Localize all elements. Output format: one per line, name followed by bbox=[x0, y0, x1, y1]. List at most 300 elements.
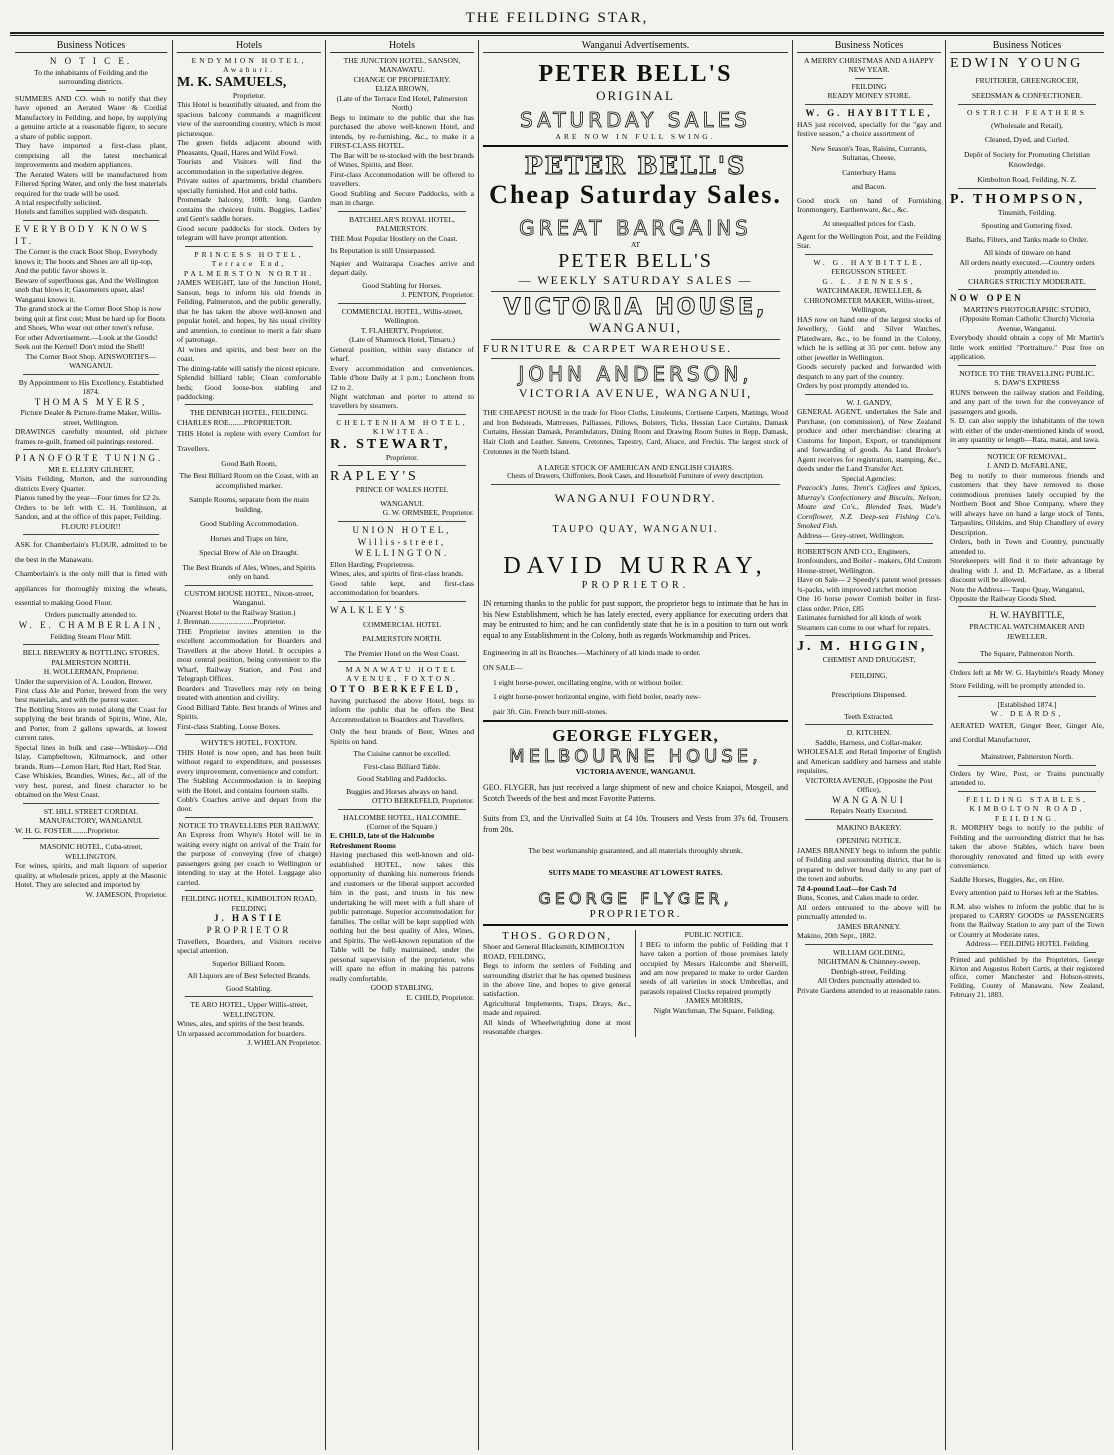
haybittle-body: HAS just received, specially for the "gay and festive season," a choice assortment of bbox=[797, 119, 941, 139]
tearo-body: Wines, ales, and spirits of the best brands. bbox=[177, 1019, 305, 1029]
kitchen-body: WHOLESALE and Retail Importer of English and American saddlery and harness and stable requisites, bbox=[797, 747, 941, 776]
column-rule bbox=[792, 40, 793, 1450]
kitchen-repairs: Repairs Neatly Executed. bbox=[830, 806, 908, 816]
gilbert-name: MR E. ELLERY GILBERT, bbox=[48, 464, 134, 474]
brown-sub: (Late of the Terrace End Hotel, Palmerston North) bbox=[336, 93, 468, 113]
custom-sub: (Nearest Hotel to the Railway Station.) bbox=[177, 607, 296, 617]
daw-name: S. DAW'S EXPRESS bbox=[994, 378, 1060, 388]
notice-rail-heading: NOTICE TO TRAVELLERS PER RAILWAY. bbox=[178, 820, 320, 830]
now-full-text: ARE NOW IN FULL SWING. bbox=[555, 132, 716, 141]
column-business-notices-1 bbox=[12, 40, 170, 1450]
brennan-name: J. Brennan.......................Proprietor. bbox=[177, 617, 286, 627]
flyger-body: GEO. FLYGER, has just received a large shipment of new and choice Kaiapoi, Mosgeil, and Scotch Tweeds of the best and most Favorite Patterns. bbox=[483, 782, 788, 803]
berkefeld-body-3: The Cuisine cannot be excelled. bbox=[353, 749, 451, 759]
kitchen-wanganui: WANGANUI bbox=[832, 794, 906, 805]
ostrich-body: (Wholesale and Retail), bbox=[991, 121, 1063, 131]
brown-body-4: Good Stabling and Secure Paddocks, with a man in charge. bbox=[330, 188, 474, 208]
gandy-agencies-heading: Special Agencies: bbox=[841, 473, 897, 483]
tuned-text: Pianos tuned by the year—Four times for £2 2s. bbox=[15, 493, 161, 503]
victoria-ave-heading: VICTORIA AVENUE, WANGANUI, bbox=[518, 385, 753, 400]
removal-heading: NOTICE OF REMOVAL. bbox=[987, 451, 1067, 461]
endymion-heading: ENDYMION HOTEL, Awahuri. bbox=[191, 56, 307, 75]
gordon-body: Begs to inform the settlers of Feilding and surrounding district that he has opened business in the above line, and hopes to give general satisfaction. bbox=[483, 961, 631, 999]
custom-body-2: Boarders and Travellers may rely on being treated with attention and civility. bbox=[177, 683, 321, 703]
custom-heading: CUSTOM HOUSE HOTEL, Nixon-street, Wanganui. bbox=[184, 588, 314, 608]
robertson-body-3: One 16 horse power Cornish boiler in first-class order. Price, £85 bbox=[797, 594, 941, 613]
melbourne-heading: MELBOURNE HOUSE, bbox=[509, 746, 762, 768]
branney-body-2: Buns, Scones, and Cakes made to order. bbox=[797, 893, 919, 903]
nowopen-heading: NOW OPEN bbox=[950, 293, 1024, 304]
daw-body-2: S. D. can also supply the inhabitants of the town with either of the under-mentioned kinds of wood, in any quantity or length—Rata, matai, and tawa. bbox=[950, 416, 1104, 445]
deards-orders: Orders by Wire, Post, or Trains punctually attended to. bbox=[950, 768, 1104, 788]
robertson-body: Ironfounders, and Boiler - makers, Old Custom House-street, Wellington. bbox=[797, 556, 941, 575]
saturday-sales-heading: SATURDAY SALES bbox=[520, 108, 751, 132]
junction-heading: THE JUNCTION HOTEL, SANSON, MANAWATU. bbox=[343, 56, 461, 75]
child-stabling: GOOD STABLING. bbox=[370, 983, 434, 993]
branney-body: JAMES BRANNEY begs to inform the public of Feilding and surrounding district, that he is prepared to deliver bread daily to any part of the town and suburbs. bbox=[797, 845, 941, 884]
column-rule bbox=[325, 40, 326, 1450]
column-business-notices-3 bbox=[947, 40, 1107, 1450]
mcfarlane-address: Note the Address— Taupo Quay, Wanganui, Opposite the Railway Goods Shed. bbox=[950, 584, 1085, 603]
engineering-text: Engineering in all its Branches.—Machinery of all kinds made to order. bbox=[483, 647, 701, 657]
column-heading: Business Notices bbox=[15, 40, 167, 53]
child-sig: E. CHILD, Proprietor. bbox=[406, 992, 474, 1002]
higgin-sub: CHEMIST AND DRUGGIST, bbox=[822, 655, 916, 665]
gandy-name: W. J. GANDY, bbox=[846, 397, 892, 407]
berkefeld-name: OTTO BERKEFELD, bbox=[330, 683, 461, 694]
hastie-name: J. HASTIE bbox=[213, 913, 284, 924]
flour-heading: FLOUR! FLOUR!! bbox=[61, 521, 121, 531]
ready-text: READY MONEY STORE. bbox=[827, 91, 911, 101]
thompson-body-3: All kinds of tinware on hand bbox=[983, 248, 1071, 258]
jenness-body-3: Orders by post promptly attended to. bbox=[797, 381, 909, 391]
notice-travelling-heading: NOTICE TO THE TRAVELLING PUBLIC. bbox=[959, 368, 1095, 378]
stewart-prop: Proprietor. bbox=[385, 452, 419, 462]
weight-body-3: The dining-table will satisfy the nicest epicure. bbox=[177, 363, 320, 373]
kimbolton-text: Kimbolton Road, Feilding, N. Z. bbox=[977, 175, 1077, 185]
column-hotels-1 bbox=[174, 40, 324, 1450]
batchelar-body: THE Most Popular Hostlery on the Coast. bbox=[330, 233, 458, 243]
flyger-prop: PROPRIETOR. bbox=[589, 908, 682, 921]
denbigh-8: The Best Brands of Ales, Wines, and Spirits only on hand. bbox=[182, 562, 316, 582]
printed-imprint: Printed and published by the Proprietors, George Kirton and Augustus Robert Curtis, at their registered office, corner Manchester and Hobson-streets, Feilding, County of Manawatu, New Zealand, February 21, 1883. bbox=[950, 955, 1104, 999]
weight-body-2: Al wines and spirits, and best beer on the coast. bbox=[177, 344, 321, 364]
mcfarlane-name: J. AND D. McFARLANE, bbox=[986, 461, 1068, 471]
kitchen-sub: Saddle, Harness, and Collar-maker. bbox=[815, 737, 923, 747]
denbigh-heading: THE DENBIGH HOTEL, FEILDING. bbox=[189, 408, 309, 418]
morphy-address: Address— FEILDING HOTEL Feilding bbox=[965, 939, 1089, 949]
golding-sub-2: Denbigh-street, Feilding. bbox=[830, 966, 908, 976]
brown-name: ELIZA BROWN, bbox=[375, 84, 429, 94]
weight-body-4: Splendid billiard table; Clean comfortable beds; Good loose-box stabling and paddocking. bbox=[177, 373, 321, 401]
deards-body: AERATED WATER, Ginger Beer, Ginger Ale, and Cordial Manufacturer, bbox=[950, 720, 1104, 744]
gordon-body-3: All kinds of Wheelwrighting done at most reasonable charges. bbox=[483, 1017, 631, 1037]
jenness-sub: WATCHMAKER, JEWELLER, & CHRONOMETER MAKER, Willis-street, Wellington, bbox=[804, 286, 934, 315]
whyte-body: THIS Hotel is now open, and has been built without regard to expenditure, and possesses every improvement, convenience and comfort. bbox=[177, 747, 321, 776]
mcfarlane-body-3: Storekeepers will find it to their advantage by dealing with J. and D. McFarlane, as a liberal discount will be allowed. bbox=[950, 556, 1104, 585]
masthead-rule bbox=[10, 32, 1104, 36]
whyte-body-3: Cobb's Coaches arrive and depart from the door. bbox=[177, 795, 321, 814]
golding-sub: NIGHTMAN & Chimney-sweep, bbox=[817, 957, 921, 967]
gandy-body: GENERAL AGENT, undertakes the Sale and Purchase, (on commission), of New Zealand produce and other merchandise: clearing at Customs for Import, Export, or transhipment and forwarding of goods. As Land Broker's Agent receives for registration, stamping, &c., deeds under the Land Transfer Act. bbox=[797, 407, 941, 474]
penton-sig: J. PENTON, Proprietor. bbox=[401, 290, 474, 300]
hw-haybittle-sub: PRACTICAL WATCHMAKER AND JEWELLER. bbox=[969, 622, 1085, 641]
higgin-body: Prescriptions Dispensed. bbox=[831, 690, 907, 700]
summers-ad-4: A trial respectfully solicited. bbox=[15, 197, 102, 207]
child-name: E. CHILD, late of the Halcombe Refreshment Rooms bbox=[330, 831, 435, 850]
masthead-title: THE FEILDING STAR, bbox=[465, 10, 649, 26]
sale-item-1: 1 eight horse-power, oscillating engine, with or without boiler. bbox=[493, 677, 683, 687]
brown-body-3: First-class Accommodation will be offered to travellers. bbox=[330, 169, 474, 189]
ostrich-body-2: Cleaned, Dyed, and Curled. bbox=[984, 134, 1070, 144]
opening-heading: OPENING NOTICE. bbox=[836, 836, 902, 846]
gordon-body-2: Agricultural Implements, Traps, Drays, &c., made and repaired. bbox=[483, 998, 631, 1018]
hw-haybittle-address: The Square, Palmerston North. bbox=[979, 649, 1075, 659]
higgin-sub-2: FEILDING. bbox=[850, 670, 888, 680]
column-business-notices-2 bbox=[794, 40, 944, 1450]
sthill-heading: ST. HILL STREET CORDIAL MANUFACTORY, WANGANUI. bbox=[39, 806, 143, 826]
martin-name: MARTIN'S PHOTOGRAPHIC STUDIO, bbox=[963, 304, 1091, 314]
at-text: AT bbox=[630, 240, 641, 250]
hw-haybittle-orders: Orders left at Mr W. G. Haybittle's Ready Money Store Feilding, will be promptly attended to. bbox=[950, 667, 1104, 691]
change-text: CHANGE OF PROPRIETARY. bbox=[353, 74, 451, 84]
flyger-heading-2: GEORGE FLYGER, bbox=[538, 889, 733, 909]
foster-name: W. H. G. FOSTER........Proprietor. bbox=[15, 825, 120, 835]
commercial-heading: COMMERCIAL HOTEL, Willis-street, Wellington. bbox=[341, 306, 463, 326]
onsale-text: ON SALE— bbox=[483, 663, 523, 673]
everybody-heading: EVERYBODY KNOWS IT. bbox=[15, 223, 150, 246]
haybittle-name: W. G. HAYBITTLE, bbox=[805, 107, 933, 118]
mcfarlane-body: Beg to notify to their numerous friends and customers that they have removed to those commodious premises lately occupied by the Northern Boot and Shoe Company, where they will always have on hand a large stock of Tents, Tarpaulins, Oilskins, and Ship Chandlery of every Description. bbox=[950, 470, 1104, 537]
roe-name: CHARLES ROE........PROPRIETOR. bbox=[177, 417, 293, 427]
denbigh-5: Good Stabling Accommodation. bbox=[199, 519, 299, 529]
berkefeld-body-6: Buggies and Horses always on hand. bbox=[346, 786, 458, 796]
divider bbox=[635, 930, 636, 1037]
corner-verse: The Corner is the crack Boot Shop, Everybody knows it; The boots and Shoes are all tip-top, And the public favor shows it. bbox=[15, 247, 158, 276]
haybittle-name-2: W. G. HAYBITTLE, bbox=[813, 257, 925, 267]
masthead bbox=[0, 0, 1114, 36]
pwh-text: PRINCE OF WALES HOTEL bbox=[355, 485, 449, 495]
jameson-sig: W. JAMESON, Proprietor. bbox=[85, 889, 167, 899]
appointment-text: By Appointment to His Excellency. Established 1874. bbox=[18, 377, 164, 397]
feilding-hotel-heading: FEILDING HOTEL, KIMBOLTON ROAD, FEILDING bbox=[181, 894, 317, 913]
cheltenham-heading: CHELTENHAM HOTEL, KIWITEA. bbox=[336, 417, 468, 437]
ostrich-heading: OSTRICH FEATHERS bbox=[967, 107, 1087, 117]
workmanship-text: The best workmanship guaranteed, and all materials throughly shrunk. bbox=[528, 846, 743, 856]
mill-text: Chamberlain's is the only mill that is fitted with appliances for thoroughly mixing the wheats, essential to making Good Flour. bbox=[15, 569, 167, 607]
denbigh-7: Special Brew of Ale on Draught. bbox=[199, 548, 299, 558]
wanganui-heading: WANGANUI, bbox=[589, 319, 682, 335]
haybittle-body-3: At unequalled prices for Cash. bbox=[822, 218, 916, 228]
thompson-name: P. THOMPSON, bbox=[950, 191, 1086, 207]
cheapest-body: THE CHEAPEST HOUSE in the trade for Floor Cloths, Linoleums, Cortisene Carpets, Mattings, Wood and Iron Bedsteads, Mattresses, Palliasses, Pillows, Bolsters, Ticks, Hessian Lace Curtains, Damask Curtains, Hessian Damask, Perambulators, Dining Room and Drawing Room Suites in Repp, Damask, Hair Cloth and Leather. Sateens, Cretonnes, Tapestry, Card, Alsace, and Frechis. The largest stock of Cretonnes in the North Island. bbox=[483, 408, 788, 456]
thompson-body: Spouting and Guttering fixed. bbox=[981, 221, 1073, 231]
union-body-2: Good table kept, and first-class accommodation for boarders. bbox=[330, 578, 474, 598]
martin-body: Everybody should obtain a copy of Mr Martin's little work entitled "Portraiture." Post free on application. bbox=[950, 333, 1104, 362]
endymion-body-6: Good secure paddocks for stock. Orders by telegram will have prompt attention. bbox=[177, 223, 321, 243]
walkleys-3: PALMERSTON NORTH. bbox=[362, 634, 442, 644]
brown-body-2: The Bar will be re-stocked with the best brands of Wines, Spirits, and Beer. bbox=[330, 150, 474, 170]
column-heading: Business Notices bbox=[797, 40, 941, 53]
batchelar-body-3: Napier and Wairarapa Coaches arrive and depart daily. bbox=[330, 258, 474, 278]
summers-ad: SUMMERS AND CO. wish to notify that they have opened an Aerated Water & Cordial Manufactory in Feilding, and hope, by supplying a genuine article at a reasonable figure, to secure a share of public support. bbox=[15, 93, 167, 141]
merry-text: A MERRY CHRISTMAS AND A HAPPY NEW YEAR. bbox=[804, 56, 934, 75]
thompson-body-4: All orders neatly executed.—Country orders promptly attended to. bbox=[959, 257, 1095, 277]
gilbert-sub: Visits Feilding, Morton, and the surrounding districts Every Quarter. bbox=[15, 474, 167, 493]
hastie-body-3: All Liquors are of Best Selected Brands. bbox=[187, 971, 311, 981]
higgin-name: J. M. HIGGIN, bbox=[797, 639, 928, 655]
kitchen-address: VICTORIA AVENUE, (Opposite the Post Office), bbox=[805, 775, 933, 795]
denbigh-1: THIS Hotel is replete with every Comfort for Travellers. bbox=[177, 429, 321, 453]
walkleys-name: WALKLEY'S bbox=[330, 604, 408, 615]
morris-ad bbox=[640, 930, 788, 1037]
special-text: Special lines in bulk and case—Whiskey—Old Islay, Campbeltown, Kilmarnock, and other brands. Rum—Lemon Hart, Red Hart, Red Star. bbox=[15, 742, 167, 771]
denbigh-6: Horses and Traps on hire, bbox=[210, 533, 288, 543]
hastie-body-2: Superior Billiard Room. bbox=[212, 958, 286, 968]
loudon-text: Under the supervision of A. Loudon, Brewer. bbox=[15, 676, 153, 686]
anderson-heading: JOHN ANDERSON, bbox=[518, 361, 753, 386]
young-name: EDWIN YOUNG bbox=[950, 56, 1084, 71]
denbigh-2: Good Bath Room, bbox=[221, 459, 277, 469]
golding-body: All Orders punctually attended to. bbox=[817, 976, 921, 986]
deards-name: W. DEARDS, bbox=[990, 709, 1064, 719]
case-text: Case Whiskies, Brandies, Wines, &c., all of the very best, purest, and finest character to be obtained on the West Coast. bbox=[15, 771, 167, 800]
gordon-sub: Shoer and General Blacksmith, KIMBOLTON ROAD, FEILDING, bbox=[483, 942, 625, 961]
chamberlain-sub: Feilding Steam Flour Mill. bbox=[50, 631, 132, 641]
ormsbee-sig: G. W. ORMSBEE, Proprietor. bbox=[382, 508, 474, 518]
column-heading: Hotels bbox=[177, 40, 321, 53]
myers-sub: Picture Dealer & Picture-frame Maker, Willis-street, Wellington. bbox=[20, 408, 162, 427]
corner-shop-sig: The Corner Boot Shop. AINSWORTH'S—WANGANUI. bbox=[25, 351, 157, 371]
halcombe-sub: (Corner of the Square.) bbox=[366, 821, 438, 831]
kitchen-name: D. KITCHEN. bbox=[846, 728, 892, 738]
flaherty-name: T. FLAHERTY, Proprietor. bbox=[360, 325, 444, 335]
whelan-sig: J. WHELAN Proprietor. bbox=[247, 1038, 321, 1048]
rapleys-name: RAPLEY'S bbox=[330, 469, 419, 485]
victoria-ave-2: VICTORIA AVENUE, WANGANUI. bbox=[575, 767, 696, 777]
batchelar-heading: BATCHELAR'S ROYAL HOTEL, PALMERSTON. bbox=[349, 214, 455, 234]
young-sub-2: SEEDSMAN & CONFECTIONER. bbox=[971, 91, 1083, 101]
ferguson-text: FERGUSSON STREET. bbox=[831, 267, 907, 277]
custom-body-3: Good Billiard Table. Best brands of Wines and Spirits. bbox=[177, 702, 321, 722]
branney-body-3: All orders entrusted to the above will be punctually attended to. bbox=[797, 902, 941, 922]
furniture-heading: FURNITURE & CARPET WAREHOUSE. bbox=[483, 342, 732, 355]
notice-subtitle: To the inhabitants of Feilding and the surrounding districts. bbox=[34, 67, 148, 87]
samuels-name: M. K. SAMUELS, bbox=[177, 74, 287, 90]
drawings-text: DRAWINGS carefully mounted, old picture frames re-guilt, framed oil paintings restored. bbox=[15, 427, 167, 446]
thompson-body-2: Baths, Filters, and Tanks made to Order. bbox=[965, 234, 1089, 244]
haybittle-item: Canterbury Hams bbox=[842, 167, 896, 177]
halcombe-heading: HALCOMBE HOTEL, HALCOMBE. bbox=[343, 812, 461, 822]
denbigh-3: The Best Billiard Room on the Coast, with an accomplished marker. bbox=[179, 471, 319, 490]
column-rule bbox=[945, 40, 946, 1450]
whyte-heading: WHYTE'S HOTEL, FOXTON. bbox=[200, 738, 298, 748]
premier-text: The Premier Hotel on the West Coast. bbox=[344, 648, 460, 658]
tearo-body-2: Un urpassed accommodation for boarders. bbox=[177, 1028, 306, 1038]
custom-body-4: First-class Stabling. Loose Boxes. bbox=[177, 721, 281, 731]
column-wanganui-ads bbox=[480, 40, 791, 1450]
feilding-text: FEILDING bbox=[851, 81, 887, 91]
great-bargains-heading: GREAT BARGAINS bbox=[519, 216, 752, 241]
makino-heading: MAKINO BAKERY. bbox=[836, 822, 902, 832]
for-other-text: For other Advertisement.—Look at the Goods! Seek out the Kernel! Don't mind the Shell! bbox=[15, 332, 158, 352]
orders-punct: Orders punctually attended to. bbox=[45, 610, 137, 620]
branney-date: Makino, 20th Sept., 1882. bbox=[797, 931, 877, 941]
haybittle-body-4: Agent for the Wellington Post, and the Feilding Star. bbox=[797, 231, 941, 251]
branney-name: JAMES BRANNEY. bbox=[837, 921, 901, 931]
myers-name: THOMAS MYERS, bbox=[34, 396, 148, 407]
summers-ad-3: The Aerated Waters will be manufactured from Filtered Spring Water, and only the best materials required for the trade will be used. bbox=[15, 169, 167, 198]
weight-body: JAMES WEIGHT, late of the Junction Hotel, Sanson, begs to inform his old friends in Feilding, Palmerston, and the public generally, that he has taken the above well-known and popular hotel, and hopes, by his usual civility and attention, to continue to merit a fair share of patronage. bbox=[177, 278, 321, 345]
ask-text: ASK for Chamberlain's FLOUR, admitted to be the best in the Manawatu. bbox=[15, 540, 167, 564]
morris-name: JAMES MORRIS, bbox=[685, 996, 743, 1006]
golding-body-2: Private Gardens attended to at reasonable rates. bbox=[797, 985, 942, 995]
murray-body: IN returning thanks to the public for past support, the proprietor begs to intimate that he has in his New Establishment, which he has lately erected, every appliance for executing orders that may be entrusted to him; and he can confidently state that he is in a position to turn out work equal to any Establishment in the Colony, both as regards Workmanship and Prices. bbox=[483, 598, 788, 641]
berkefeld-body: having purchased the above Hotel, begs to inform the public that he offers the Best Accommodation to Boarders and Travellers. bbox=[330, 695, 474, 724]
murray-prop: PROPRIETOR. bbox=[581, 579, 690, 591]
robertson-body-2: Have on Sale— 2 Speedy's patent wool presses ¾-packs, with improved ratchet motion bbox=[797, 575, 941, 594]
endymion-body-5: Promenade balcony, 100ft. long. Garden contains the choicest fruits. Buggies, Ladies' and Gent's saddle horses. bbox=[177, 195, 321, 224]
gordon-heading: THOS. GORDON, bbox=[501, 930, 613, 943]
haybittle-list bbox=[797, 144, 941, 192]
flyger-heading: GEORGE FLYGER, bbox=[552, 726, 719, 746]
victoria-house-heading: VICTORIA HOUSE, bbox=[503, 294, 768, 320]
morris-sub: Night Watchman, The Square, Feilding. bbox=[653, 1005, 775, 1015]
orders-text: Orders to be left with C. H. Tomlinson, at Sandon, and at the office of this paper, Feilding. bbox=[15, 502, 167, 522]
manawatu-heading: MANAWATU HOTEL AVENUE, FOXTON. bbox=[345, 665, 459, 684]
original-text: ORIGINAL bbox=[596, 88, 675, 103]
denbigh-4: Sample Rooms, separate from the main building. bbox=[189, 495, 309, 514]
berkefeld-body-4: First-class Billiard Table. bbox=[363, 761, 441, 771]
berkefeld-body-2: Only the best brands of Beer, Wines and Spirits on hand. bbox=[330, 727, 474, 746]
morphy-body: R. MORPHY begs to notify to the public of Feilding and the surrounding district that he has taken the above Stables, which have been thoroughly renovated and fitted up with every convenience. bbox=[950, 823, 1104, 871]
higgin-body-2: Teeth Extracted. bbox=[844, 711, 894, 721]
hastie-prop: PROPRIETOR bbox=[206, 925, 292, 936]
berkefeld-sig: OTTO BERKEFELD, Proprietor. bbox=[372, 796, 474, 806]
flaherty-sub: (Late of Shamrock Hotel, Timaru.) bbox=[349, 335, 455, 345]
custom-body: THE Proprietor invites attention to the excellent accommodation for Boarders and Travellers at the above Hotel. It occupies a most central position, being convenient to the Wharf, Railway Station, and Post and Telegraph Offices. bbox=[177, 626, 321, 684]
peter-bells-3: PETER BELL'S bbox=[558, 249, 713, 272]
endymion-body-2: The green fields adjacent abound with Pheasants, Quail, Hares and Wild Fowl. bbox=[177, 138, 321, 157]
child-body: Having purchased this well-known and old-established HOTEL, now takes this opportunity of thanking his numerous friends and customers or the liberal support accorded him in the past, and trusts in his new undertaking he will meet with a full share of public patronage. Superior accommodation for families. The cellar will be kept supplied with nothing but the best quality of Ales, Wines, and Spirits. The well-known reputation of the Table will be fully maintained, under the personal supervision of the proprietor, who will spare no effort in making his patrons really comfortable. bbox=[330, 850, 474, 983]
masonic-heading: MASONIC HOTEL, Cuba-street, WELLINGTON. bbox=[39, 842, 143, 861]
public-notice-heading: PUBLIC NOTICE. bbox=[684, 930, 744, 940]
batchelar-body-2: Its Reputation is still Unsurpassed. bbox=[330, 246, 436, 256]
endymion-body: This Hotel is beautifully situated, and from the spacious balcony commands a magnificent view of the surrounding country, which is most picturesque. bbox=[177, 100, 321, 138]
branney-price: 7d 4-pound Loaf—for Cash 7d bbox=[797, 883, 897, 893]
samuels-prop: Proprietor. bbox=[232, 90, 266, 100]
peter-bells-heading: PETER BELL'S bbox=[538, 61, 733, 87]
berkefeld-body-5: Good Stabling and Paddocks. bbox=[357, 774, 447, 784]
sale-item-2: 1 eight horse-power horizontal engine, with field boiler, nearly new- bbox=[493, 692, 701, 702]
sale-item-3: pair 3ft. Gin. French burr mill-stones. bbox=[493, 706, 608, 716]
morphy-body-2: Saddle Horses, Buggies, &c, on Hire. bbox=[950, 874, 1065, 884]
column-heading: Business Notices bbox=[950, 40, 1104, 53]
daw-body: RUNS between the railway station and Feilding, and any part of the town for the conveyance of passengers and goods. bbox=[950, 387, 1104, 416]
golding-name: WILLIAM GOLDING, bbox=[832, 947, 906, 957]
charges-text: CHARGES STRICTLY MODERATE. bbox=[968, 276, 1086, 286]
notice-title: N O T I C E. bbox=[49, 56, 133, 66]
bottling-text: The Bottling Stores are noted along the Coast for supplying the best brands of Spirits, Wine, Ale, and Porter, from 2 gallons upwards, at lowest current rates. bbox=[15, 704, 167, 743]
whyte-body-2: The Stabling Accommodation is in keeping with the Hotel, and contains fourteen stalls. bbox=[177, 776, 321, 795]
commercial-body-3: Night watchman and porter to attend to travellers by steamers. bbox=[330, 391, 474, 411]
stewart-name: R. STEWART, bbox=[330, 436, 451, 452]
mcfarlane-body-2: Orders, both in Town and Country, punctually attended to. bbox=[950, 537, 1104, 556]
column-rule bbox=[172, 40, 173, 1450]
young-sub: FRUITERER, GREENGROCER, bbox=[975, 76, 1079, 85]
robertson-body-5: Steamers can come to our wharf for repairs. bbox=[797, 622, 931, 632]
thompson-sub: Tinsmith, Feilding. bbox=[997, 207, 1057, 217]
hastie-body-4: Good Stabling. bbox=[226, 983, 272, 993]
jenness-body: HAS now on hand one of the largest stocks of Jewellery, Gold and Silver Watches, Platedware, &c., to be found in the Colony, which he is selling at 35 per cent. below any other jeweller in Wellington. bbox=[797, 314, 941, 362]
gordon-ad bbox=[483, 930, 631, 1037]
masonic-body: For wines, spirits, and malt liquors of superior quality, at wholesale prices, apply at the Masonic Hotel. They are selected and imported by bbox=[15, 861, 167, 890]
morphy-body-3: Every attention paid to Horses left at the Stables. bbox=[950, 888, 1099, 898]
gandy-address: Address— Grey-street, Wellington. bbox=[797, 530, 905, 540]
hastie-body: Travellers, Boarders, and Visitors receive special attention. bbox=[177, 936, 321, 956]
endymion-body-3: Tourists and Visitors will find the accommodation in the superlative degree. bbox=[177, 157, 321, 176]
weekly-sales: — WEEKLY SATURDAY SALES — bbox=[518, 272, 753, 287]
haybittle-body-2: Good stock on hand of Furnishing Ironmongery, Earthenware, &c., &c. bbox=[797, 195, 941, 215]
morphy-body-4: R.M. also wishes to inform the public that he is prepared to CARRY GOODS or PASSENGERS from the Railway Station to any part of the Town or Country at Moderate rates. bbox=[950, 901, 1104, 939]
morris-body: I BEG to inform the public of Feilding that I have taken a portion of those premises lately occupied by Messrs Halcombe and Sherwill, and am now prepared to make to order Garden seeds of all varieties in stock Umbrellas, and parasols repaired Clocks repaired promptly bbox=[640, 939, 788, 996]
harding-name: Ellen Harding, Proprietress. bbox=[330, 559, 415, 569]
column-hotels-2 bbox=[327, 40, 477, 1450]
peter-bells-ornate: PETER BELL'S bbox=[524, 151, 747, 181]
column-rule bbox=[478, 40, 479, 1450]
depot-text: Depôt of Society for Promoting Christian Knowledge. bbox=[964, 150, 1090, 169]
robertson-body-4: Estimates furnished for all kinds of work bbox=[797, 613, 922, 623]
piano-heading: PIANOFORTE TUNING. bbox=[15, 453, 164, 464]
commercial-body: General position, within easy distance of wharf. bbox=[330, 344, 474, 364]
jenness-name: G. L. JENNESS, bbox=[822, 276, 916, 286]
summers-ad-2: They have imported a first-class plant, comprising all the latest mechanical improvements and modern appliances. bbox=[15, 141, 167, 170]
princess-heading: PRINCESS HOTEL, Terrace End, PALMERSTON NORTH. bbox=[183, 249, 315, 278]
union-heading: UNION HOTEL, Willis-street, WELLINGTON. bbox=[352, 524, 452, 559]
wollerman-name: H. WOLLERMAN, Proprietor. bbox=[43, 667, 139, 677]
established-text: [Established 1874.] bbox=[997, 699, 1057, 709]
bottom-ads-row bbox=[483, 930, 788, 1037]
suits-text: Suits from £3, and the Unrivalled Suits at £4 10s. Trousers and Vests from 37s 6d. Trousers from 20s. bbox=[483, 814, 788, 835]
deards-address: Mainstreet, Palmerston North. bbox=[981, 752, 1073, 762]
chairs-text: A LARGE STOCK OF AMERICAN AND ENGLISH CHAIRS. bbox=[537, 462, 734, 472]
hw-haybittle-name: H. W. HAYBITTLE, bbox=[989, 610, 1065, 621]
martin-sub: (Opposite Roman Catholic Church) Victoria Avenue, Wanganui. bbox=[959, 314, 1095, 333]
measure-text: SUITS MADE TO MEASURE AT LOWEST RATES. bbox=[548, 867, 723, 877]
murray-heading: DAVID MURRAY, bbox=[503, 552, 768, 579]
drawers-text: Chests of Drawers, Chiffoniers, Book Cases, and Household Furniture of every description. bbox=[507, 472, 764, 481]
wanganui-text: WANGANUI. bbox=[380, 498, 424, 508]
grand-verse: The grand stock at the Corner Boot Shop is now being quit at first cost; Must be hard up for Boots and Shoes, Who wear out other town's refuse. bbox=[15, 304, 166, 333]
taupo-text: TAUPO QUAY, WANGANUI. bbox=[552, 523, 719, 535]
column-heading: Wanganui Advertisements. bbox=[483, 40, 788, 53]
stables-heading: FEILDING STABLES, KIMBOLTON ROAD, FEILDING. bbox=[965, 794, 1089, 823]
jenness-body-2: Goods securely packed and forwarded with despatch to any part of the country. bbox=[797, 362, 941, 381]
gandy-agencies: Peacock's Jams, Trent's Coffees and Spices, Murray's Confectionery and Biscuits, Nelson, Moate and Co's., Blended Teas, Wade's Cornflower, N.Z. Deep-sea Fishing Co's. Smoked Fish. bbox=[797, 483, 941, 531]
haybittle-item: and Bacon. bbox=[851, 182, 887, 192]
column-heading: Hotels bbox=[330, 40, 474, 53]
haybittle-item: New Season's Teas, Raisins, Currants, Sultanas, Cheese, bbox=[811, 143, 927, 163]
chamberlain-name: W. E. CHAMBERLAIN, bbox=[18, 619, 164, 630]
cheap-sales-heading: Cheap Saturday Sales. bbox=[489, 180, 782, 210]
beware-verse: Beware of superfluous gas, And the Wellington snob that blows it; Gasometers upset, alas! Wanganui knows it. bbox=[15, 275, 159, 304]
bell-brewery: BELL BREWERY & BOTTLING STORES, PALMERSTON NORTH. bbox=[22, 648, 160, 667]
brown-body: Begs to intimate to the public that she has purchased the above well-known Hotel, and intends, by re-furnishing, &c., to make it a FIRST-CLASS HOTEL. bbox=[330, 112, 474, 151]
firstclass-text: First class Ale and Porter, brewed from the very best materials, and with the purest water. bbox=[15, 686, 167, 705]
endymion-body-4: Private suites of apartments, bridal chambers specially furnished. Hot and cold baths. bbox=[177, 176, 321, 195]
union-body: Wines, ales, and spirits of first-class brands. bbox=[330, 569, 464, 579]
tearo-heading: TE ARO HOTEL, Upper Willis-street, WELLINGTON. bbox=[190, 1000, 308, 1019]
